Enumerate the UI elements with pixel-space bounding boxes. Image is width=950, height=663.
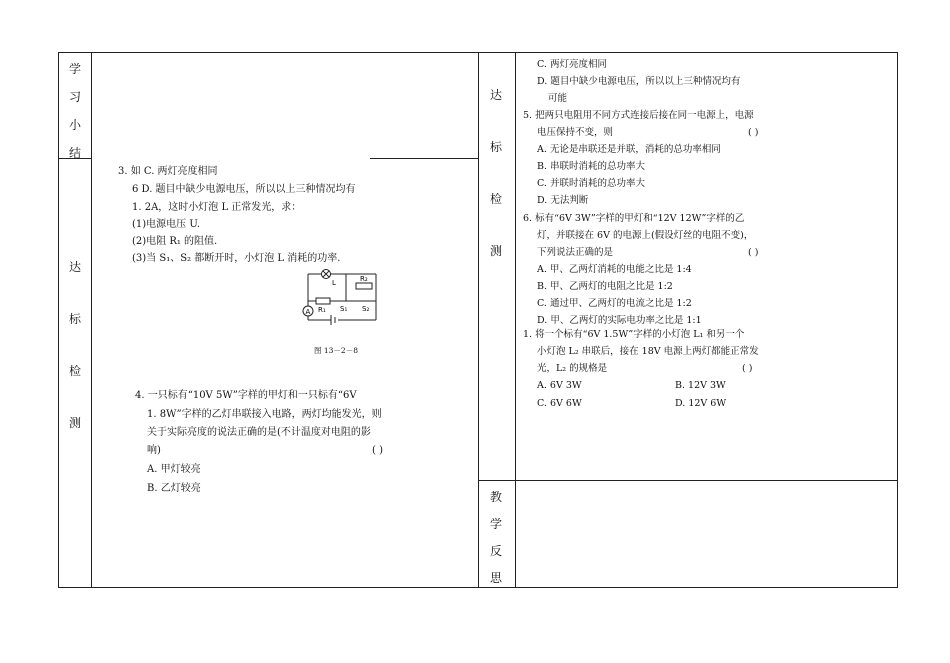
option-b: B. 乙灯较亮 <box>147 483 201 494</box>
label-char: 思 <box>489 571 502 585</box>
answer-paren: ( ) <box>372 445 383 456</box>
circuit-label-S1: S₁ <box>340 305 348 313</box>
left-q4-line: 4. 一只标有“10V 5W”字样的甲灯和一只标有“6V <box>135 390 357 401</box>
left-q4-line: 关于实际亮度的说法正确的是(不计温度对电阻的影 <box>147 427 371 438</box>
option-d: D. 12V 6W <box>675 398 727 409</box>
row-divider-right <box>478 480 898 481</box>
row-divider-left-text <box>370 158 478 159</box>
frame-right <box>897 52 898 587</box>
option-b: B. 12V 3W <box>675 380 726 391</box>
circuit-diagram <box>296 268 386 330</box>
right-line: A. 甲、乙两灯消耗的电能之比是 1:4 <box>537 264 692 275</box>
right-line: C. 通过甲、乙两灯的电流之比是 1:2 <box>537 298 692 309</box>
left-line: (2)电阻 R₁ 的阻值. <box>132 236 218 247</box>
label-char: 习 <box>68 90 81 104</box>
frame-top-left <box>58 52 478 53</box>
right-line: C. 并联时消耗的总功率大 <box>537 178 645 189</box>
frame-bottom <box>58 587 898 588</box>
circuit-label-A: A <box>305 308 311 316</box>
answer-paren: ( ) <box>742 363 753 374</box>
label-char: 学 <box>489 517 502 531</box>
frame-left <box>58 52 59 587</box>
right-line: A. 无论是串联还是并联，消耗的总功率相同 <box>537 144 721 155</box>
circuit-label-R2: R₂ <box>360 275 368 283</box>
left-q4-line: 1. 8W”字样的乙灯串联接入电路，两灯均能发光，则 <box>147 409 382 420</box>
label-char: 标 <box>489 140 502 154</box>
study-summary-label <box>67 62 83 174</box>
right-line: 灯，并联接在 6V 的电源上(假设灯丝的电阻不变)， <box>537 230 754 241</box>
right-line: D. 题目中缺少电源电压，所以以上三种情况均有 <box>537 76 741 87</box>
label-char: 达 <box>489 88 502 102</box>
right-line: 1. 将一个标有“6V 1.5W”字样的小灯泡 L₁ 和另一个 <box>523 329 745 340</box>
option-a: A. 6V 3W <box>537 380 582 391</box>
label-char: 反 <box>489 544 502 558</box>
figure-caption: 图 13－2－8 <box>314 346 358 355</box>
circuit-label-R1: R₁ <box>318 306 326 314</box>
right-line: 电压保持不变，则 <box>537 127 614 138</box>
right-line: 光，L₂ 的规格是 <box>537 363 608 374</box>
right-line: B. 串联时消耗的总功率大 <box>537 161 646 172</box>
label-char: 测 <box>68 416 81 430</box>
left-line: 3. 如 C. 两灯亮度相同 <box>118 166 218 177</box>
left-line: (3)当 S₁、S₂ 都断开时，小灯泡 L 消耗的功率. <box>132 253 341 264</box>
option-c: C. 6V 6W <box>537 398 582 409</box>
assessment-label-right <box>488 88 504 272</box>
right-line: 5. 把两只电阻用不同方式连接后接在同一电源上，电源 <box>523 110 754 121</box>
left-line: 6 D. 题目中缺少电源电压，所以以上三种情况均有 <box>132 184 356 195</box>
assessment-label-left <box>67 260 83 444</box>
col-divider-mid <box>478 52 479 587</box>
left-line: 1. 2A，这时小灯泡 L 正常发光，求： <box>132 202 302 213</box>
answer-paren: ( ) <box>748 247 759 258</box>
frame-top-right <box>478 52 898 53</box>
right-line: C. 两灯亮度相同 <box>537 59 607 70</box>
label-char: 标 <box>68 312 81 326</box>
right-line: 小灯泡 L₂ 串联后，接在 18V 电源上两灯都能正常发 <box>537 346 759 357</box>
label-char: 检 <box>489 192 502 206</box>
right-line: 下列说法正确的是 <box>537 247 614 258</box>
label-char: 小 <box>68 118 81 132</box>
right-line: 可能 <box>548 93 568 104</box>
label-char: 教 <box>489 490 502 504</box>
right-line: 6. 标有“6V 3W”字样的甲灯和“12V 12W”字样的乙 <box>523 213 745 224</box>
label-char: 学 <box>68 62 81 76</box>
right-line: B. 甲、乙两灯的电阻之比是 1:2 <box>537 281 673 292</box>
right-line: D. 无法判断 <box>537 195 589 206</box>
teaching-reflection-label <box>488 490 504 599</box>
col-divider-left <box>91 52 92 587</box>
col-divider-right <box>515 52 516 587</box>
right-line: D. 甲、乙两灯的实际电功率之比是 1:1 <box>537 315 702 326</box>
circuit-label-S2: S₂ <box>362 305 370 313</box>
answer-paren: ( ) <box>748 127 759 138</box>
label-char: 检 <box>68 364 81 378</box>
left-q4-line: 响) <box>147 445 161 456</box>
left-line: (1)电源电压 U. <box>132 219 201 230</box>
option-a: A. 甲灯较亮 <box>147 464 201 475</box>
label-char: 测 <box>489 244 502 258</box>
label-char: 达 <box>68 260 81 274</box>
label-char: 结 <box>68 146 81 160</box>
circuit-label-L: L <box>332 279 336 287</box>
